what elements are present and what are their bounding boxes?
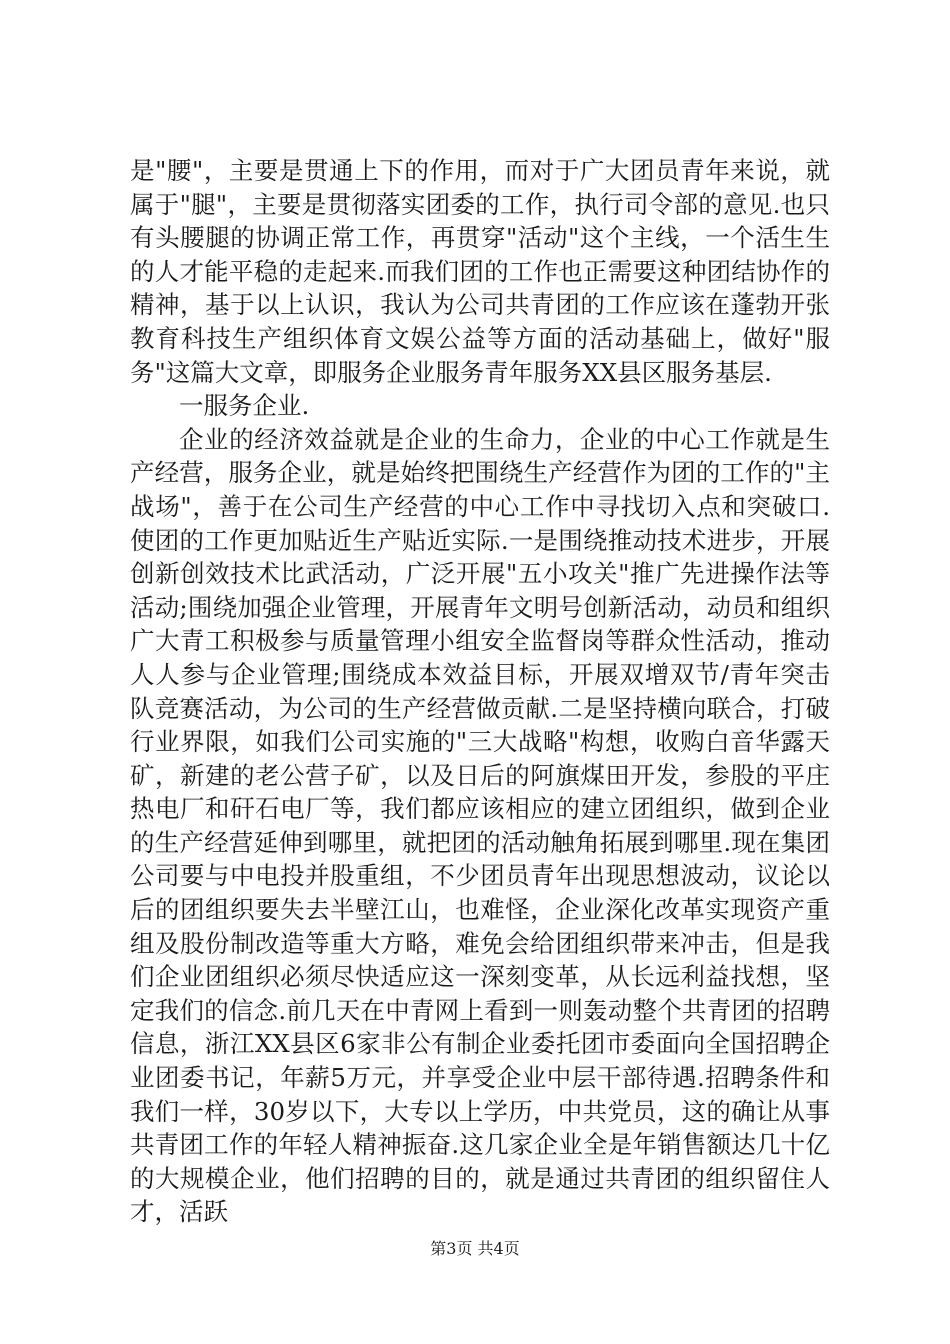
paragraph-1: 是"腰"，主要是贯通上下的作用，而对于广大团员青年来说，就属于"腿"，主要是贯彻落实团委的工作，执行司令部的意见.也只有头腰腿的协调正常工作，再贯穿"活动"这个主线，一个活生生的人才能平稳的走起来.而我们团的工作也正需要这种团结协作的精神，基于以上认识，我认为公司共青团的工作应该在蓬勃开张教育科技生产组织体育文娱公益等方面的活动基础上，做好"服务"这篇大文章，即服务企业服务青年服务XX县区服务基层. bbox=[130, 156, 830, 387]
body-text bbox=[130, 154, 830, 1229]
paragraph-2-heading: 一服务企业. bbox=[179, 391, 310, 421]
paragraph-3: 企业的经济效益就是企业的生命力，企业的中心工作就是生产经营，服务企业，就是始终把围绕生产经营作为团的工作的"主战场"，善于在公司生产经营的中心工作中寻找切入点和突破口.使团的工作更加贴近生产贴近实际.一是围绕推动技术进步，开展创新创效技术比武活动，广泛开展"五小攻关"推广先进操作法等活动;围绕加强企业管理，开展青年文明号创新活动，动员和组织广大青工积极参与质量管理小组安全监督岗等群众性活动，推动人人参与企业管理;围绕成本效益目标，开展双增双节/青年突击队竞赛活动，为公司的生产经营做贡献.二是坚持横向联合，打破行业界限，如我们公司实施的"三大战略"构想，收购白音华露天矿，新建的老公营子矿，以及日后的阿旗煤田开发，参股的平庄热电厂和矸石电厂等，我们都应该相应的建立团组织，做到企业的生产经营延伸到哪里，就把团的活动触角拓展到哪里.现在集团公司要与中电投并股重组，不少团员青年出现思想波动，议论以后的团组织要失去半壁江山，也难怪，企业深化改革实现资产重组及股份制改造等重大方略，难免会给团组织带来冲击，但是我们企业团组织必须尽快适应这一深刻变革，从长远利益找想，坚定我们的信念.前几天在中青网上看到一则轰动整个共青团的招聘信息，浙江XX县区6家非公有制企业委托团市委面向全国招聘企业团委书记，年薪5万元，并享受企业中层干部待遇.招聘条件和我们一样，30岁以下，大专以上学历，中共党员，这的确让从事共青团工作的年轻人精神振奋.这几家企业全是年销售额达几十亿的大规模企业，他们招聘的目的，就是通过共青团的组织留住人才，活跃 bbox=[130, 424, 830, 1227]
page-footer: 第3页 共4页 bbox=[430, 1239, 520, 1258]
